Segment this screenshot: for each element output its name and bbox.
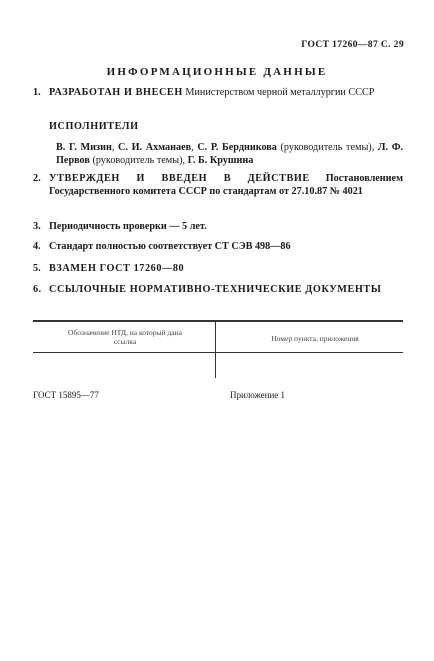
table-header-ntd: Обозначение НТД, на который дана ссылка bbox=[68, 328, 182, 346]
person-name: С. Р. Бердникова bbox=[197, 142, 277, 153]
item-2 bbox=[33, 172, 403, 198]
page-header-reference: ГОСТ 17260—87 С. 29 bbox=[301, 40, 404, 50]
person-name: В. Г. Мизин bbox=[56, 142, 112, 153]
item-1-number: 1. bbox=[33, 87, 41, 98]
item-6-number: 6. bbox=[33, 284, 42, 295]
person-role: (руководитель темы), bbox=[276, 142, 378, 153]
executors-heading: ИСПОЛНИТЕЛИ bbox=[49, 121, 139, 132]
person-name: С. И. Ахманаев bbox=[118, 142, 192, 153]
item-4-number: 4. bbox=[33, 241, 41, 252]
person-role: , bbox=[191, 142, 198, 153]
table-header-rule bbox=[33, 352, 403, 353]
table-top-rule bbox=[33, 320, 403, 322]
section-title: ИНФОРМАЦИОННЫЕ ДАННЫЕ bbox=[106, 66, 328, 78]
item-6 bbox=[33, 283, 403, 296]
executors-block bbox=[33, 120, 403, 133]
item-4-text: Стандарт полностью соответствует СТ СЭВ 498—86 bbox=[49, 241, 291, 252]
item-5-number: 5. bbox=[33, 263, 41, 274]
item-3-number: 3. bbox=[33, 221, 41, 232]
person-role: (руководитель темы), bbox=[89, 155, 188, 166]
item-6-heading: ССЫЛОЧНЫЕ НОРМАТИВНО-ТЕХНИЧЕСКИЕ ДОКУМЕНТЫ bbox=[49, 284, 382, 295]
item-3 bbox=[33, 220, 403, 233]
item-1 bbox=[33, 86, 403, 99]
item-1-text: Министерством черной металлургии СССР bbox=[185, 87, 375, 98]
item-2-text: Постановлением Государственного комитета СССР по стандартам от 27.10.87 № 4021 bbox=[49, 173, 404, 197]
person-name: Л. Ф. Первов bbox=[56, 142, 403, 166]
table-column-divider bbox=[215, 322, 216, 378]
person-role: , bbox=[111, 142, 119, 153]
item-2-number: 2. bbox=[33, 173, 41, 184]
executors-list bbox=[56, 141, 403, 167]
table-cell-ntd: ГОСТ 15895—77 bbox=[33, 390, 99, 400]
table-header-ref: Номер пункта, приложения bbox=[271, 334, 359, 343]
item-5-heading: ВЗАМЕН ГОСТ 17260—80 bbox=[49, 263, 185, 274]
item-5 bbox=[33, 262, 403, 275]
item-3-text: Периодичность проверки — 5 лет. bbox=[49, 221, 207, 232]
person-name: Г. Б. Крушина bbox=[187, 155, 254, 166]
table-cell-ref: Приложение 1 bbox=[230, 390, 286, 400]
item-4 bbox=[33, 240, 403, 253]
item-1-heading: РАЗРАБОТАН И ВНЕСЕН bbox=[49, 87, 183, 98]
item-2-heading: УТВЕРЖДЕН И ВВЕДЕН В ДЕЙСТВИЕ bbox=[49, 173, 310, 184]
